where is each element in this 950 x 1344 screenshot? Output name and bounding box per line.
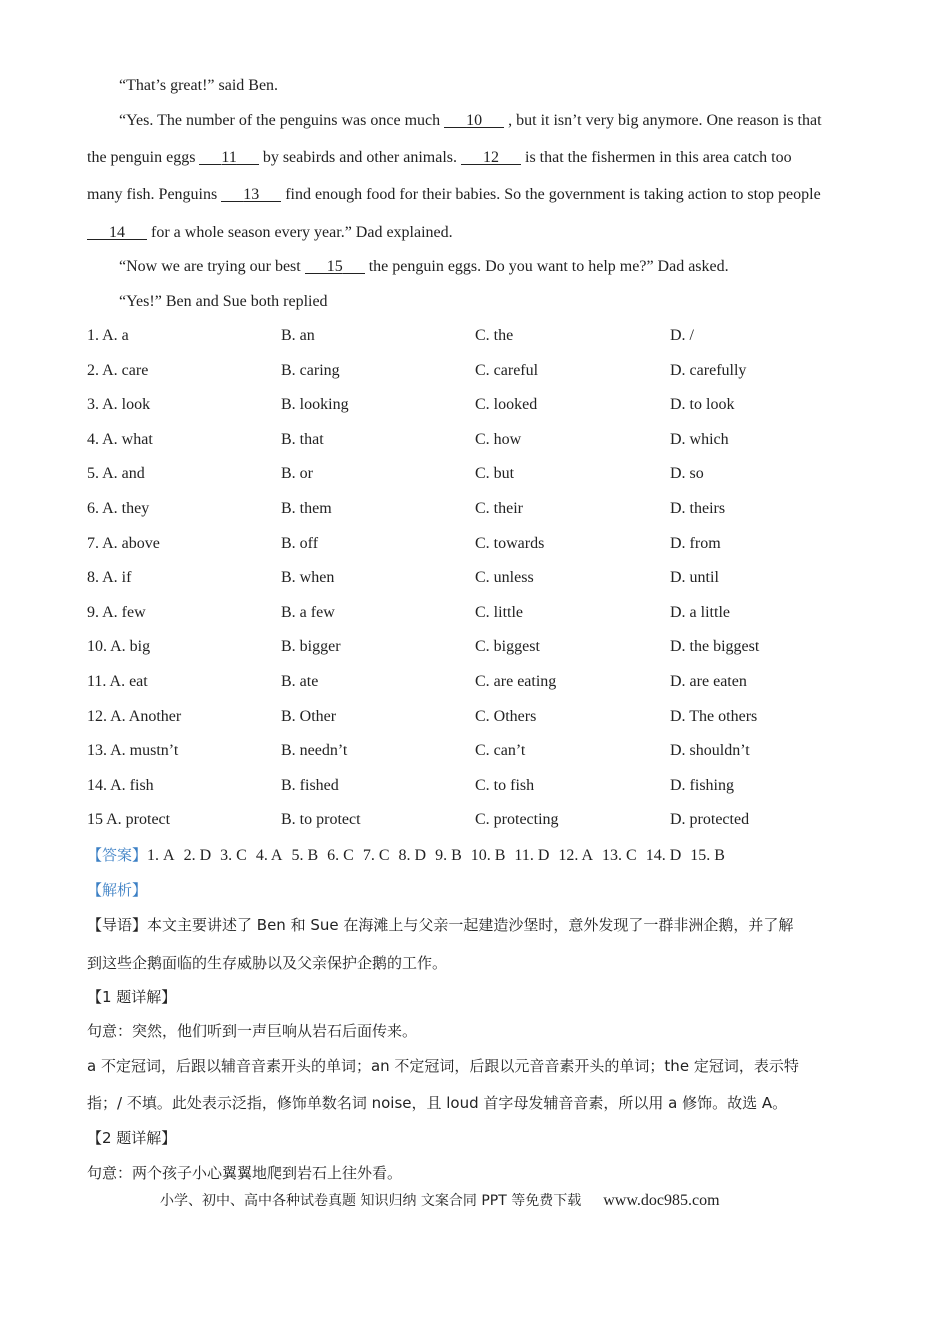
option-a: 8. A. if xyxy=(87,569,132,586)
option-c: C. their xyxy=(475,500,523,517)
option-d: D. to look xyxy=(670,396,735,413)
q1-meaning-text: 句意：突然，他们听到一声巨响从岩石后面传来。 xyxy=(87,1022,418,1040)
q2-meaning xyxy=(87,1163,867,1183)
blank-number: 14 xyxy=(109,224,125,241)
option-b: B. an xyxy=(281,327,315,344)
option-c: C. looked xyxy=(475,396,538,413)
option-b: B. Other xyxy=(281,708,337,725)
q1-explanation xyxy=(87,1093,867,1113)
option-d: D. the biggest xyxy=(670,638,760,655)
option-a: 5. A. and xyxy=(87,465,145,482)
option-b: B. needn’t xyxy=(281,742,348,759)
passage-line xyxy=(119,292,899,312)
option-b: B. that xyxy=(281,431,324,448)
passage-line xyxy=(87,148,867,168)
blank-15 xyxy=(305,258,365,275)
passage-line xyxy=(119,257,899,277)
answer-item: 9. B xyxy=(435,847,462,864)
q2-heading xyxy=(87,1128,867,1148)
option-d: D. are eaten xyxy=(670,673,747,690)
passage-line xyxy=(87,223,867,243)
q2-heading-text: 【2 题详解】 xyxy=(87,1129,177,1147)
blank-number: 13 xyxy=(243,186,260,203)
option-a: 11. A. eat xyxy=(87,673,148,690)
option-row xyxy=(87,430,867,450)
option-a: 3. A. look xyxy=(87,396,151,413)
option-a: 14. A. fish xyxy=(87,777,154,794)
option-a: 2. A. care xyxy=(87,362,149,379)
option-b: B. off xyxy=(281,535,319,552)
option-d: D. which xyxy=(670,431,729,448)
answer-item: 14. D xyxy=(645,847,682,864)
q1-explanation-text: a 不定冠词，后跟以辅音音素开头的单词；an 不定冠词，后跟以元音音素开头的单词；the 定冠词，表示特 xyxy=(87,1057,799,1075)
blank-10 xyxy=(444,112,504,129)
option-b: B. them xyxy=(281,500,332,517)
option-b: B. a few xyxy=(281,604,335,621)
option-d: D. The others xyxy=(670,708,758,725)
passage-text: by seabirds and other animals. xyxy=(258,149,461,166)
answer-label: 【答案】 xyxy=(87,846,148,864)
option-row xyxy=(87,499,867,519)
answer-item: 5. B xyxy=(291,847,319,864)
passage-line xyxy=(119,111,899,131)
blank-number: 12 xyxy=(483,149,499,166)
option-c: C. are eating xyxy=(475,673,557,690)
option-c: C. protecting xyxy=(475,811,559,828)
blank-14 xyxy=(87,224,147,241)
option-row xyxy=(87,464,867,484)
guide-line xyxy=(87,915,867,935)
option-c: C. careful xyxy=(475,362,539,379)
option-a: 7. A. above xyxy=(87,535,160,552)
footer-text: 小学、初中、高中各种试卷真题 知识归纳 文案合同 PPT 等免费下载 xyxy=(160,1193,582,1209)
option-a: 6. A. they xyxy=(87,500,150,517)
option-d: D. a little xyxy=(670,604,730,621)
footer-link[interactable]: www.doc985.com xyxy=(603,1192,720,1209)
option-a: 15 A. protect xyxy=(87,811,171,828)
passage-text: the penguin eggs. Do you want to help me?” Dad asked. xyxy=(364,258,729,275)
q2-meaning-text: 句意：两个孩子小心翼翼地爬到岩石上往外看。 xyxy=(87,1164,403,1182)
option-row xyxy=(87,603,867,623)
option-c: C. unless xyxy=(475,569,534,586)
option-b: B. when xyxy=(281,569,335,586)
option-c: C. Others xyxy=(475,708,537,725)
option-d: D. / xyxy=(670,327,694,344)
option-d: D. protected xyxy=(670,811,750,828)
option-row xyxy=(87,326,867,346)
option-c: C. little xyxy=(475,604,523,621)
option-b: B. caring xyxy=(281,362,340,379)
option-d: D. shouldn’t xyxy=(670,742,750,759)
option-c: C. but xyxy=(475,465,515,482)
option-c: C. the xyxy=(475,327,514,344)
passage-text: many fish. Penguins xyxy=(87,186,222,203)
blank-number: 15 xyxy=(326,258,343,275)
passage-text: “That’s great!” said Ben. xyxy=(119,77,279,94)
passage-line xyxy=(87,185,867,205)
answer-item: 3. C xyxy=(220,847,247,864)
option-d: D. from xyxy=(670,535,721,552)
q1-explanation-text: 指；/ 不填。此处表示泛指，修饰单数名词 noise，且 loud 首字母发辅音音素，所以用 a 修饰。故选 A。 xyxy=(87,1094,788,1112)
guide-text: 本文主要讲述了 Ben 和 Sue 在海滩上与父亲一起建造沙堡时，意外发现了一群非洲企鹅，并了解 xyxy=(147,916,794,934)
option-d: D. fishing xyxy=(670,777,734,794)
blank-12 xyxy=(461,149,521,166)
option-row xyxy=(87,568,867,588)
answer-item: 1. A xyxy=(147,847,175,864)
passage-text: the penguin eggs xyxy=(87,149,200,166)
option-row xyxy=(87,672,867,692)
option-d: D. until xyxy=(670,569,719,586)
answer-item: 4. A xyxy=(255,847,283,864)
answer-item: 2. D xyxy=(183,847,212,864)
option-d: D. theirs xyxy=(670,500,726,517)
option-a: 10. A. big xyxy=(87,638,151,655)
passage-text: , but it isn’t very big anymore. One reason is that xyxy=(504,112,822,129)
answer-item: 11. D xyxy=(514,847,550,864)
answer-item: 15. B xyxy=(690,847,725,864)
option-c: C. how xyxy=(475,431,522,448)
page-footer xyxy=(160,1191,720,1211)
passage-text: “Now we are trying our best xyxy=(119,258,305,275)
option-a: 4. A. what xyxy=(87,431,153,448)
passage-text: “Yes!” Ben and Sue both replied xyxy=(119,293,328,310)
option-row xyxy=(87,395,867,415)
answer-item: 6. C xyxy=(327,847,354,864)
blank-11 xyxy=(199,149,258,166)
option-row xyxy=(87,741,867,761)
option-c: C. to fish xyxy=(475,777,535,794)
option-c: C. biggest xyxy=(475,638,540,655)
option-row xyxy=(87,776,867,796)
option-row xyxy=(87,534,867,554)
guide-text: 到这些企鹅面临的生存威胁以及父亲保护企鹅的工作。 xyxy=(87,954,448,972)
passage-text: is that the fishermen in this area catch too xyxy=(521,149,792,166)
option-c: C. towards xyxy=(475,535,545,552)
blank-number: 10 xyxy=(466,112,483,129)
analysis-heading xyxy=(87,880,867,900)
option-a: 12. A. Another xyxy=(87,708,182,725)
option-row xyxy=(87,361,867,381)
passage-text: find enough food for their babies. So the government is taking action to stop people xyxy=(281,186,821,203)
option-a: 9. A. few xyxy=(87,604,146,621)
analysis-label: 【解析】 xyxy=(87,881,148,899)
answer-item: 7. C xyxy=(362,847,390,864)
option-a: 1. A. a xyxy=(87,327,129,344)
option-b: B. bigger xyxy=(281,638,341,655)
guide-label: 【导语】 xyxy=(87,916,148,934)
option-b: B. looking xyxy=(281,396,349,413)
q1-meaning xyxy=(87,1021,867,1041)
option-d: D. so xyxy=(670,465,704,482)
answer-item: 8. D xyxy=(398,847,427,864)
q1-heading-text: 【1 题详解】 xyxy=(87,988,177,1006)
answer-item: 13. C xyxy=(602,847,637,864)
option-row xyxy=(87,810,867,830)
option-d: D. carefully xyxy=(670,362,747,379)
option-b: B. to protect xyxy=(281,811,361,828)
blank-number: 11 xyxy=(221,149,237,166)
passage-line xyxy=(119,76,899,96)
answer-key xyxy=(87,845,734,866)
q1-heading xyxy=(87,987,867,1007)
answer-list xyxy=(147,847,734,864)
option-b: B. or xyxy=(281,465,313,482)
option-b: B. ate xyxy=(281,673,319,690)
blank-13 xyxy=(221,186,281,203)
option-row xyxy=(87,637,867,657)
option-a: 13. A. mustn’t xyxy=(87,742,179,759)
option-c: C. can’t xyxy=(475,742,526,759)
passage-text: “Yes. The number of the penguins was once much xyxy=(119,112,445,129)
passage-text: for a whole season every year.” Dad explained. xyxy=(147,224,453,241)
q1-explanation xyxy=(87,1056,867,1076)
guide-line xyxy=(87,953,867,973)
answer-item: 10. B xyxy=(470,847,506,864)
option-row xyxy=(87,707,867,727)
option-b: B. fished xyxy=(281,777,339,794)
answer-item: 12. A xyxy=(558,847,594,864)
